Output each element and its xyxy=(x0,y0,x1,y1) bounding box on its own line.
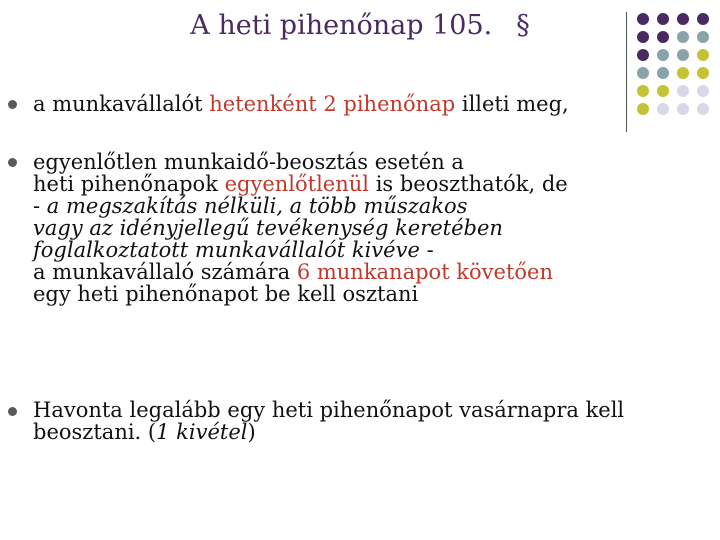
text-segment: is beoszthatók, de xyxy=(369,172,568,196)
decorative-dot xyxy=(677,49,689,61)
decorative-dot xyxy=(697,85,709,97)
text-segment: - xyxy=(33,194,47,218)
decorative-dot xyxy=(657,103,669,115)
text-segment: - xyxy=(419,238,434,262)
decorative-dot xyxy=(697,31,709,43)
bullet-marker xyxy=(8,100,17,109)
decorative-dot xyxy=(657,49,669,61)
text-segment: ) xyxy=(247,420,256,444)
text-segment: heti pihenőnapok xyxy=(33,172,225,196)
decorative-dot xyxy=(697,103,709,115)
decorative-dot xyxy=(637,85,649,97)
decorative-dot xyxy=(697,13,709,25)
text-segment: a megszakítás nélküli, a több műszakos xyxy=(46,194,468,218)
bullet-marker xyxy=(8,158,17,167)
text-segment: a munkavállaló számára xyxy=(33,260,297,284)
text-segment: a munkavállalót xyxy=(33,92,210,116)
decorative-dot xyxy=(697,49,709,61)
text-segment: beosztani. ( xyxy=(33,420,157,444)
text-segment: Havonta legalább egy heti pihenőnapot vasárnapra kell xyxy=(33,398,625,422)
decorative-dot xyxy=(677,85,689,97)
decorative-dot xyxy=(637,13,649,25)
text-segment: foglalkoztatott munkavállalót kivéve xyxy=(33,238,420,262)
title-text: A heti pihenőnap 105. xyxy=(190,10,493,41)
section-symbol: § xyxy=(516,10,530,41)
text-segment: egyenlőtlenül xyxy=(224,172,370,196)
bullet-marker xyxy=(8,407,17,416)
decorative-dot xyxy=(637,67,649,79)
bullet-text-sunday-rest xyxy=(33,399,624,443)
decorative-dot xyxy=(677,13,689,25)
decorative-dot-grid xyxy=(0,0,720,140)
decorative-dot xyxy=(697,67,709,79)
decorative-dot xyxy=(657,31,669,43)
text-segment: vagy az idényjellegű tevékenység keretében xyxy=(33,216,503,240)
decorative-dot xyxy=(657,67,669,79)
text-segment: hetenként 2 pihenőnap xyxy=(209,92,456,116)
bullet-text-uneven-schedule xyxy=(33,151,568,305)
decorative-dot xyxy=(677,103,689,115)
bullet-text-weekly-rest xyxy=(33,93,569,115)
decorative-dot xyxy=(657,13,669,25)
text-segment: egy heti pihenőnapot be kell osztani xyxy=(33,282,419,306)
text-segment: egyenlőtlen munkaidő-beosztás esetén a xyxy=(33,150,464,174)
text-segment: 6 munkanapot követően xyxy=(296,260,553,284)
decorative-dot xyxy=(637,49,649,61)
decorative-dot xyxy=(677,67,689,79)
decorative-dot xyxy=(637,31,649,43)
decorative-dot xyxy=(657,85,669,97)
decorative-dot xyxy=(637,103,649,115)
decorative-dot xyxy=(677,31,689,43)
text-segment: 1 kivétel xyxy=(156,420,248,444)
text-segment: illeti meg, xyxy=(455,92,569,116)
